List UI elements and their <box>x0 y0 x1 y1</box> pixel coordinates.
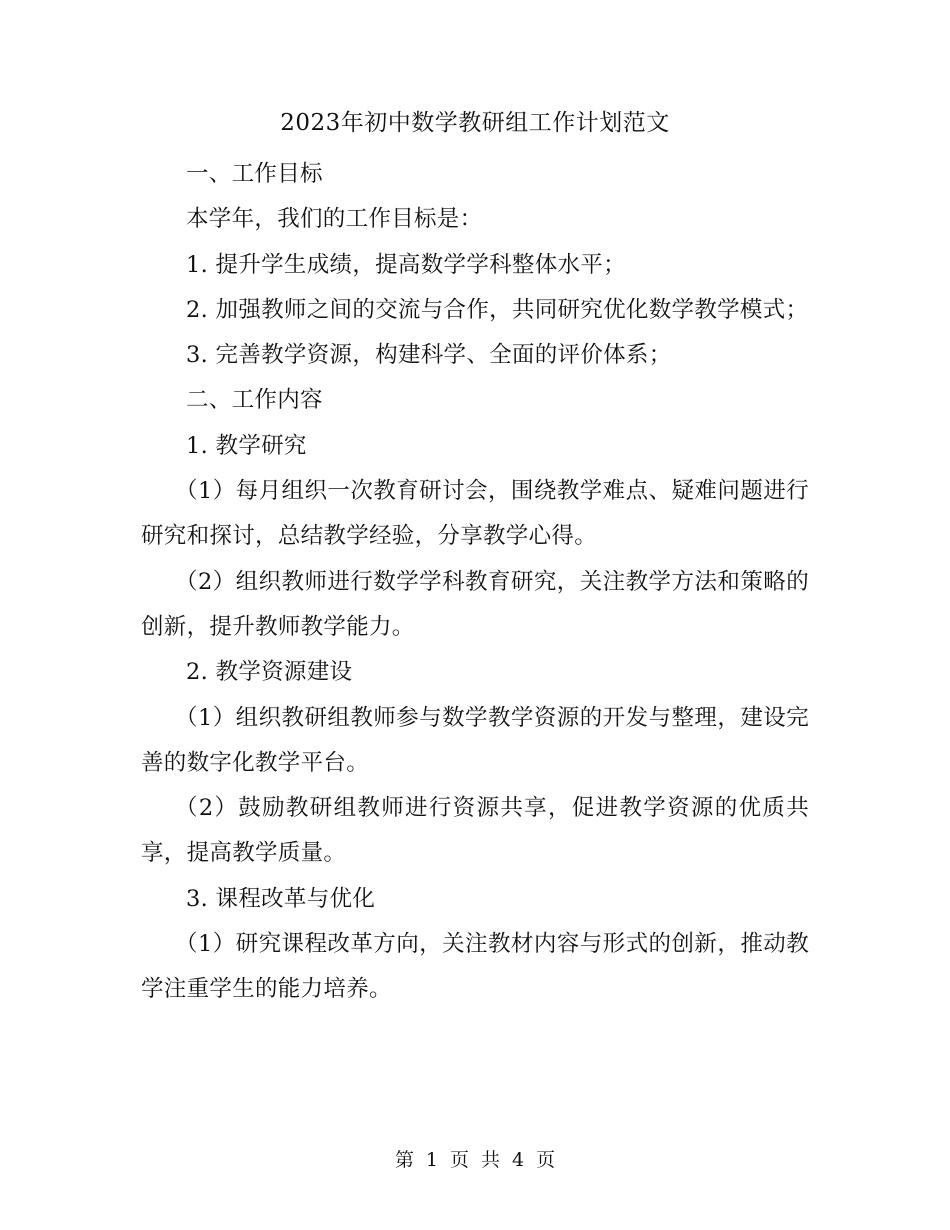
subsection-heading-curriculum: 3. 课程改革与优化 <box>186 885 376 912</box>
research-item-1: （1）每月组织一次教育研讨会，围绕教学难点、疑难问题进行研究和探讨，总结教学经验，分享教学心得。 <box>141 478 809 550</box>
goals-intro: 本学年，我们的工作目标是： <box>186 206 483 233</box>
resources-item-1: （1）组织教研组教师参与数学教学资源的开发与整理，建设完善的数字化教学平台。 <box>141 704 809 776</box>
resources-item-2: （2）鼓励教研组教师进行资源共享，促进教学资源的优质共享，提高教学质量。 <box>141 795 809 867</box>
goal-item-3: 3. 完善教学资源，构建科学、全面的评价体系； <box>186 342 672 369</box>
section-heading-content: 二、工作内容 <box>186 387 323 414</box>
subsection-heading-research: 1. 教学研究 <box>186 432 307 459</box>
goal-item-2: 2. 加强教师之间的交流与合作，共同研究优化数学教学模式； <box>186 296 809 323</box>
document-title: 2023年初中数学教研组工作计划范文 <box>280 110 670 136</box>
research-item-2: （2）组织教师进行数学学科教育研究，关注教学方法和策略的创新，提升教师教学能力。 <box>141 568 809 640</box>
section-heading-goals: 一、工作目标 <box>186 161 323 187</box>
page-number-footer: 第 1 页 共 4 页 <box>394 1149 556 1171</box>
document-body <box>141 152 809 1013</box>
curriculum-item-1: （1）研究课程改革方向，关注教材内容与形式的创新，推动教学注重学生的能力培养。 <box>141 931 809 1003</box>
subsection-heading-resources: 2. 教学资源建设 <box>186 659 353 686</box>
goal-item-1: 1. 提升学生成绩，提高数学学科整体水平； <box>186 251 626 278</box>
